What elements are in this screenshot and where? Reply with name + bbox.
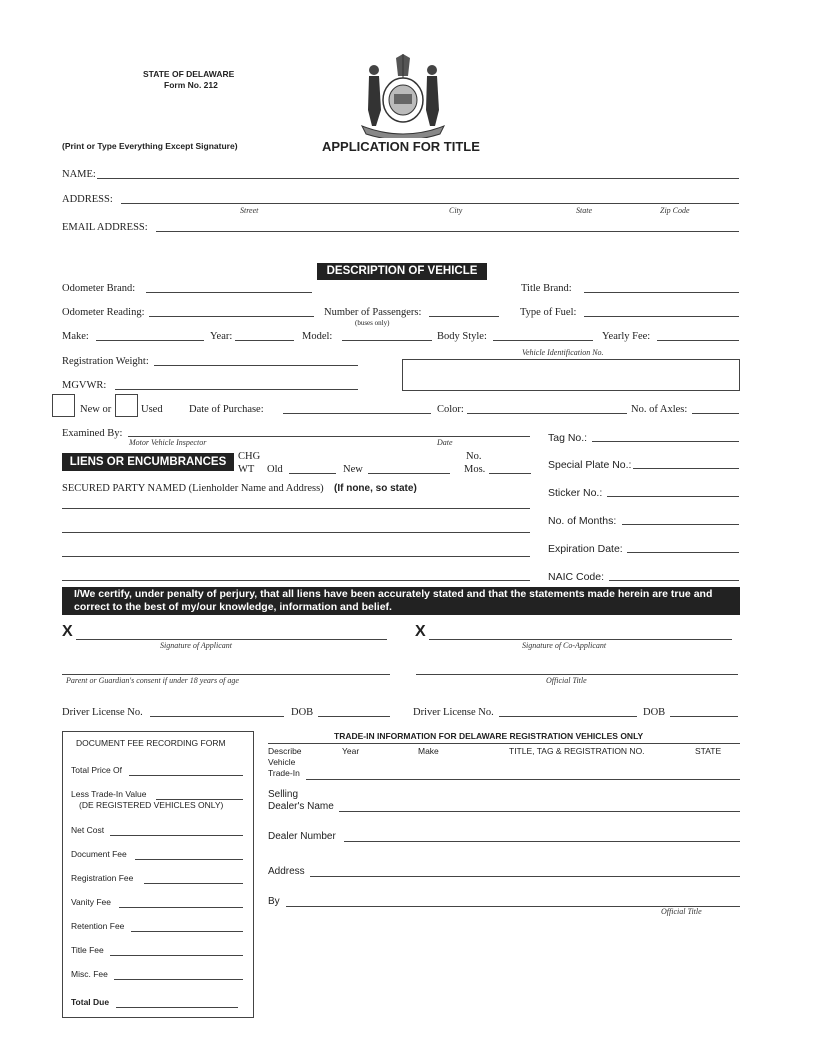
- passengers-label: Number of Passengers:: [324, 307, 422, 318]
- lienholder-line-2[interactable]: [62, 521, 530, 533]
- page-title: APPLICATION FOR TITLE: [322, 139, 480, 154]
- special-plate-label: Special Plate No.:: [548, 459, 632, 471]
- date-purchase-field[interactable]: [283, 402, 431, 414]
- fuel-label: Type of Fuel:: [520, 307, 577, 318]
- by-label: By: [268, 896, 280, 907]
- vin-field[interactable]: [402, 359, 740, 391]
- dl-label-2: Driver License No.: [413, 707, 494, 718]
- co-applicant-signature-caption: Signature of Co-Applicant: [522, 641, 607, 650]
- email-label: EMAIL ADDRESS:: [62, 222, 148, 233]
- old-field[interactable]: [289, 462, 336, 474]
- examined-by-label: Examined By:: [62, 428, 123, 439]
- inspector-caption: Motor Vehicle Inspector: [129, 438, 207, 447]
- new-or-label: New or: [80, 404, 112, 415]
- dl-field-1[interactable]: [150, 705, 284, 717]
- document-fee-label: Document Fee: [71, 849, 127, 859]
- address-label: ADDRESS:: [62, 194, 113, 205]
- retention-fee-label: Retention Fee: [71, 921, 125, 931]
- buses-only-note: (buses only): [355, 319, 390, 327]
- dealer-address-label: Address: [268, 866, 305, 877]
- expiration-field[interactable]: [627, 541, 739, 553]
- new-weight-field[interactable]: [368, 462, 450, 474]
- tradein-state-header: STATE: [695, 746, 722, 756]
- dealer-official-title-caption: Official Title: [661, 907, 702, 916]
- dob-label-1: DOB: [291, 707, 314, 718]
- odometer-brand-label: Odometer Brand:: [62, 283, 136, 294]
- dl-label-1: Driver License No.: [62, 707, 143, 718]
- naic-label: NAIC Code:: [548, 571, 605, 583]
- odometer-reading-field[interactable]: [149, 305, 314, 317]
- special-plate-field[interactable]: [633, 457, 739, 469]
- less-tradein-field[interactable]: [156, 788, 243, 800]
- dealer-number-label: Dealer Number: [268, 831, 336, 842]
- fuel-field[interactable]: [584, 305, 739, 317]
- dob-label-2: DOB: [643, 707, 666, 718]
- misc-fee-field[interactable]: [114, 968, 243, 980]
- net-cost-field[interactable]: [110, 824, 243, 836]
- trade-in-label: Trade-In: [268, 768, 300, 778]
- city-caption: City: [449, 206, 463, 215]
- months-label: No. of Months:: [548, 515, 617, 527]
- dealers-name-label: Dealer's Name: [268, 801, 334, 812]
- tradein-vehicle-field[interactable]: [306, 768, 740, 780]
- title-fee-field[interactable]: [110, 944, 243, 956]
- guardian-consent-field[interactable]: [62, 663, 390, 675]
- yearly-fee-label: Yearly Fee:: [602, 331, 651, 342]
- body-style-label: Body Style:: [437, 331, 487, 342]
- title-brand-label: Title Brand:: [521, 283, 572, 294]
- color-label: Color:: [437, 404, 464, 415]
- applicant-signature-caption: Signature of Applicant: [160, 641, 232, 650]
- x-mark-applicant: X: [62, 623, 73, 640]
- year-label: Year:: [210, 331, 233, 342]
- make-label: Make:: [62, 331, 89, 342]
- co-applicant-signature-field[interactable]: [429, 628, 732, 640]
- color-field[interactable]: [467, 402, 627, 414]
- x-mark-co-applicant: X: [415, 623, 426, 640]
- misc-fee-label: Misc. Fee: [71, 969, 108, 979]
- official-title-field[interactable]: [416, 663, 738, 675]
- lienholder-line-1[interactable]: [62, 497, 530, 509]
- date-caption: Date: [437, 438, 453, 447]
- vin-caption: Vehicle Identification No.: [522, 348, 604, 357]
- year-field[interactable]: [235, 329, 294, 341]
- document-fee-field[interactable]: [135, 848, 243, 860]
- name-field[interactable]: [97, 167, 739, 179]
- if-none-note: (If none, so state): [334, 483, 417, 494]
- total-due-label: Total Due: [71, 997, 110, 1007]
- name-label: NAME:: [62, 169, 96, 180]
- mgvwr-field[interactable]: [115, 378, 358, 390]
- new-checkbox[interactable]: [52, 394, 75, 417]
- wt-label: WT: [238, 464, 255, 475]
- axles-label: No. of Axles:: [631, 404, 688, 415]
- expiration-label: Expiration Date:: [548, 543, 623, 555]
- street-caption: Street: [240, 206, 259, 215]
- describe-label: Describe: [268, 746, 302, 756]
- total-due-field[interactable]: [116, 996, 238, 1008]
- reg-weight-field[interactable]: [154, 354, 358, 366]
- form-number: Form No. 212: [164, 80, 218, 90]
- tradein-title-rule: [268, 743, 740, 744]
- vehicle-label: Vehicle: [268, 757, 296, 767]
- vehicle-section-title: DESCRIPTION OF VEHICLE: [317, 263, 487, 280]
- email-field[interactable]: [156, 220, 739, 232]
- registration-fee-label: Registration Fee: [71, 873, 134, 883]
- no-label: No.: [466, 451, 482, 462]
- new-weight-label: New: [343, 464, 363, 475]
- dl-field-2[interactable]: [499, 705, 637, 717]
- fee-form-title: DOCUMENT FEE RECORDING FORM: [76, 738, 226, 748]
- tradein-year-header: Year: [342, 746, 360, 756]
- liens-section-title: LIENS OR ENCUMBRANCES: [62, 453, 234, 471]
- months-field[interactable]: [622, 513, 739, 525]
- dealer-address-field[interactable]: [310, 865, 740, 877]
- vanity-fee-field[interactable]: [119, 896, 243, 908]
- applicant-signature-field[interactable]: [76, 628, 387, 640]
- guardian-caption: Parent or Guardian's consent if under 18 years of age: [66, 676, 239, 685]
- retention-fee-field[interactable]: [131, 920, 243, 932]
- body-style-field[interactable]: [493, 329, 593, 341]
- print-instruction: (Print or Type Everything Except Signature): [62, 141, 238, 151]
- dealers-name-field[interactable]: [339, 800, 740, 812]
- dob-field-1[interactable]: [318, 705, 390, 717]
- lienholder-line-3[interactable]: [62, 545, 530, 557]
- yearly-fee-field[interactable]: [657, 329, 739, 341]
- sticker-no-label: Sticker No.:: [548, 487, 603, 499]
- less-tradein-label: Less Trade-In Value: [71, 789, 147, 799]
- certification-statement: [62, 587, 740, 615]
- used-checkbox[interactable]: [115, 394, 138, 417]
- mgvwr-label: MGVWR:: [62, 380, 107, 391]
- make-field[interactable]: [96, 329, 204, 341]
- examined-by-field[interactable]: [128, 425, 530, 437]
- tag-no-label: Tag No.:: [548, 432, 588, 444]
- tradein-title: TRADE-IN INFORMATION FOR DELAWARE REGISTRATION VEHICLES ONLY: [334, 731, 644, 741]
- total-price-label: Total Price Of: [71, 765, 123, 775]
- used-label: Used: [141, 404, 163, 415]
- title-brand-field[interactable]: [584, 281, 739, 293]
- de-registered-note: (DE REGISTERED VEHICLES ONLY): [79, 800, 224, 810]
- model-field[interactable]: [342, 329, 432, 341]
- certify-line-2: correct to the best of my/our knowledge, information and belief.: [74, 601, 392, 613]
- odometer-brand-field[interactable]: [146, 281, 312, 293]
- state-caption: State: [576, 206, 592, 215]
- tag-no-field[interactable]: [592, 430, 739, 442]
- secured-party-label: SECURED PARTY NAMED (Lienholder Name and Address): [62, 483, 324, 494]
- selling-label: Selling: [268, 789, 299, 800]
- passengers-field[interactable]: [429, 305, 499, 317]
- vanity-fee-label: Vanity Fee: [71, 897, 112, 907]
- official-title-caption: Official Title: [546, 676, 587, 685]
- naic-field[interactable]: [609, 569, 739, 581]
- registration-fee-field[interactable]: [144, 872, 243, 884]
- state-seal-icon: [356, 52, 450, 138]
- reg-weight-label: Registration Weight:: [62, 356, 149, 367]
- by-field[interactable]: [286, 895, 740, 907]
- lienholder-line-4[interactable]: [62, 569, 530, 581]
- total-price-field[interactable]: [129, 764, 243, 776]
- model-label: Model:: [302, 331, 333, 342]
- title-fee-label: Title Fee: [71, 945, 104, 955]
- old-label: Old: [267, 464, 283, 475]
- state-header: STATE OF DELAWARE: [143, 69, 235, 79]
- sticker-no-field[interactable]: [607, 485, 739, 497]
- tradein-title-tag-header: TITLE, TAG & REGISTRATION NO.: [509, 746, 645, 756]
- address-field[interactable]: [121, 192, 739, 204]
- net-cost-label: Net Cost: [71, 825, 105, 835]
- date-purchase-label: Date of Purchase:: [189, 404, 264, 415]
- mos-label: Mos.: [464, 464, 486, 475]
- odometer-reading-label: Odometer Reading:: [62, 307, 145, 318]
- dealer-number-field[interactable]: [344, 830, 740, 842]
- zip-caption: Zip Code: [660, 206, 690, 215]
- axles-field[interactable]: [692, 402, 739, 414]
- tradein-make-header: Make: [418, 746, 439, 756]
- dob-field-2[interactable]: [670, 705, 738, 717]
- certify-line-1: I/We certify, under penalty of perjury, that all liens have been accurately stated and that the statements made herein are true and: [74, 588, 713, 600]
- mos-field[interactable]: [489, 462, 531, 474]
- chg-label: CHG: [238, 451, 261, 462]
